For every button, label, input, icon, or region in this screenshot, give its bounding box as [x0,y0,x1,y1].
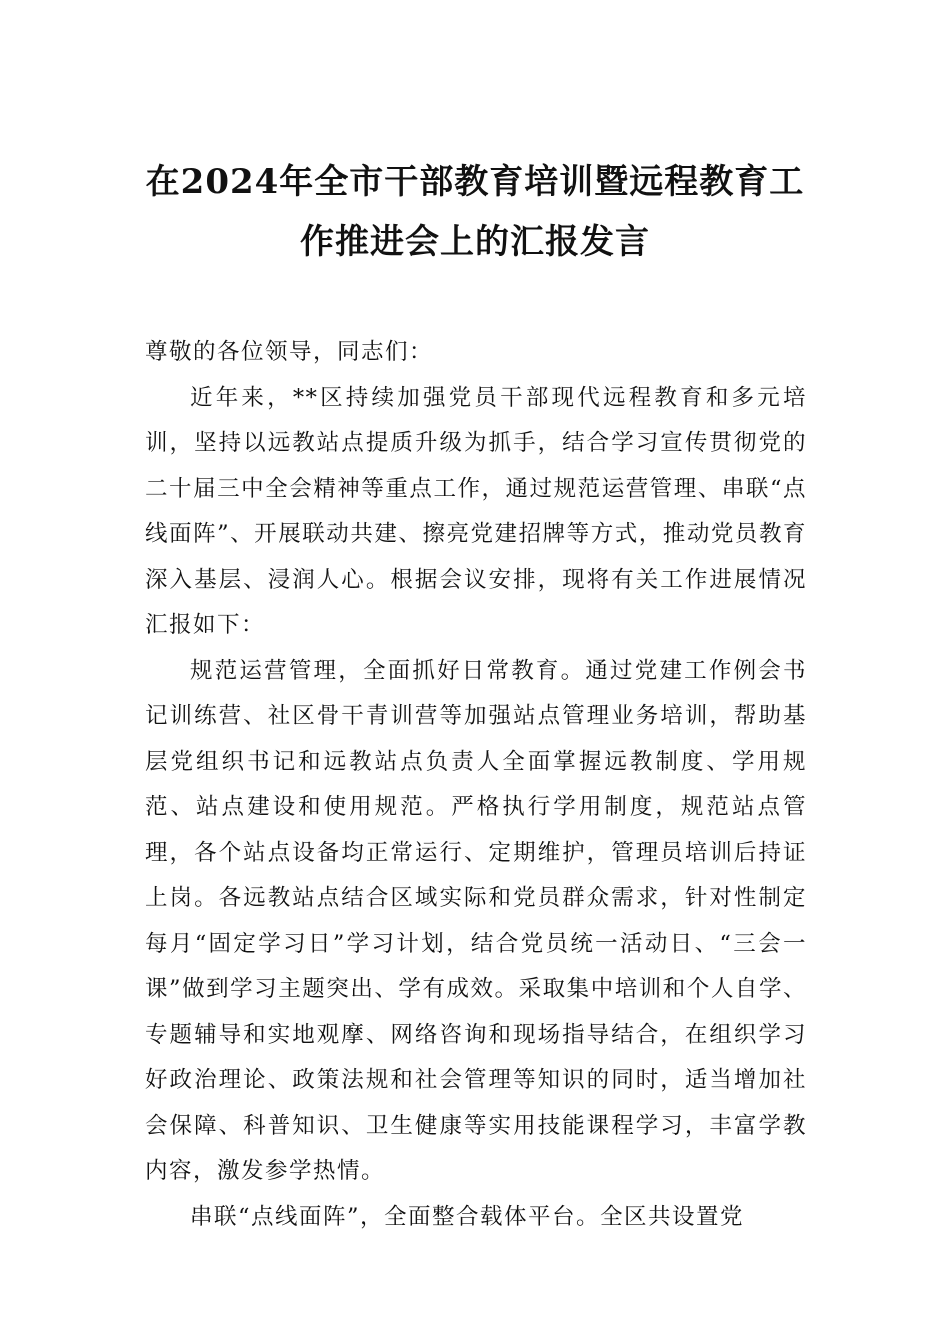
document-title: 在2024年全市干部教育培训暨远程教育工作推进会上的汇报发言 [145,162,805,262]
paragraph-intro: 近年来，**区持续加强党员干部现代远程教育和多元培训，坚持以远教站点提质升级为抓手，结合学习宣传贯彻党的二十届三中全会精神等重点工作，通过规范运营管理、串联“点线面阵”、开展联动共建、擦亮党建招牌等方式，推动党员教育深入基层、浸润人心。根据会议安排，现将有关工作进展情况汇报如下： [145,384,807,638]
document-body [145,330,807,1240]
paragraph-operations: 规范运营管理，全面抓好日常教育。通过党建工作例会书记训练营、社区骨干青训营等加强站点管理业务培训，帮助基层党组织书记和远教站点负责人全面掌握远教制度、学用规范、站点建设和使用规范。严格执行学用制度，规范站点管理，各个站点设备均正常运行、定期维护，管理员培训后持证上岗。各远教站点结合区域实际和党员群众需求，针对性制定每月“固定学习日”学习计划，结合党员统一活动日、“三会一课”做到学习主题突出、学有成效。采取集中培训和个人自学、专题辅导和实地观摩、网络咨询和现场指导结合，在组织学习好政治理论、政策法规和社会管理等知识的同时，适当增加社会保障、科普知识、卫生健康等实用技能课程学习，丰富学教内容，激发参学热情。 [145,657,807,1184]
salutation: 尊敬的各位领导，同志们： [145,339,434,365]
paragraph-platforms: 串联“点线面阵”，全面整合载体平台。全区共设置党 [190,1203,745,1230]
